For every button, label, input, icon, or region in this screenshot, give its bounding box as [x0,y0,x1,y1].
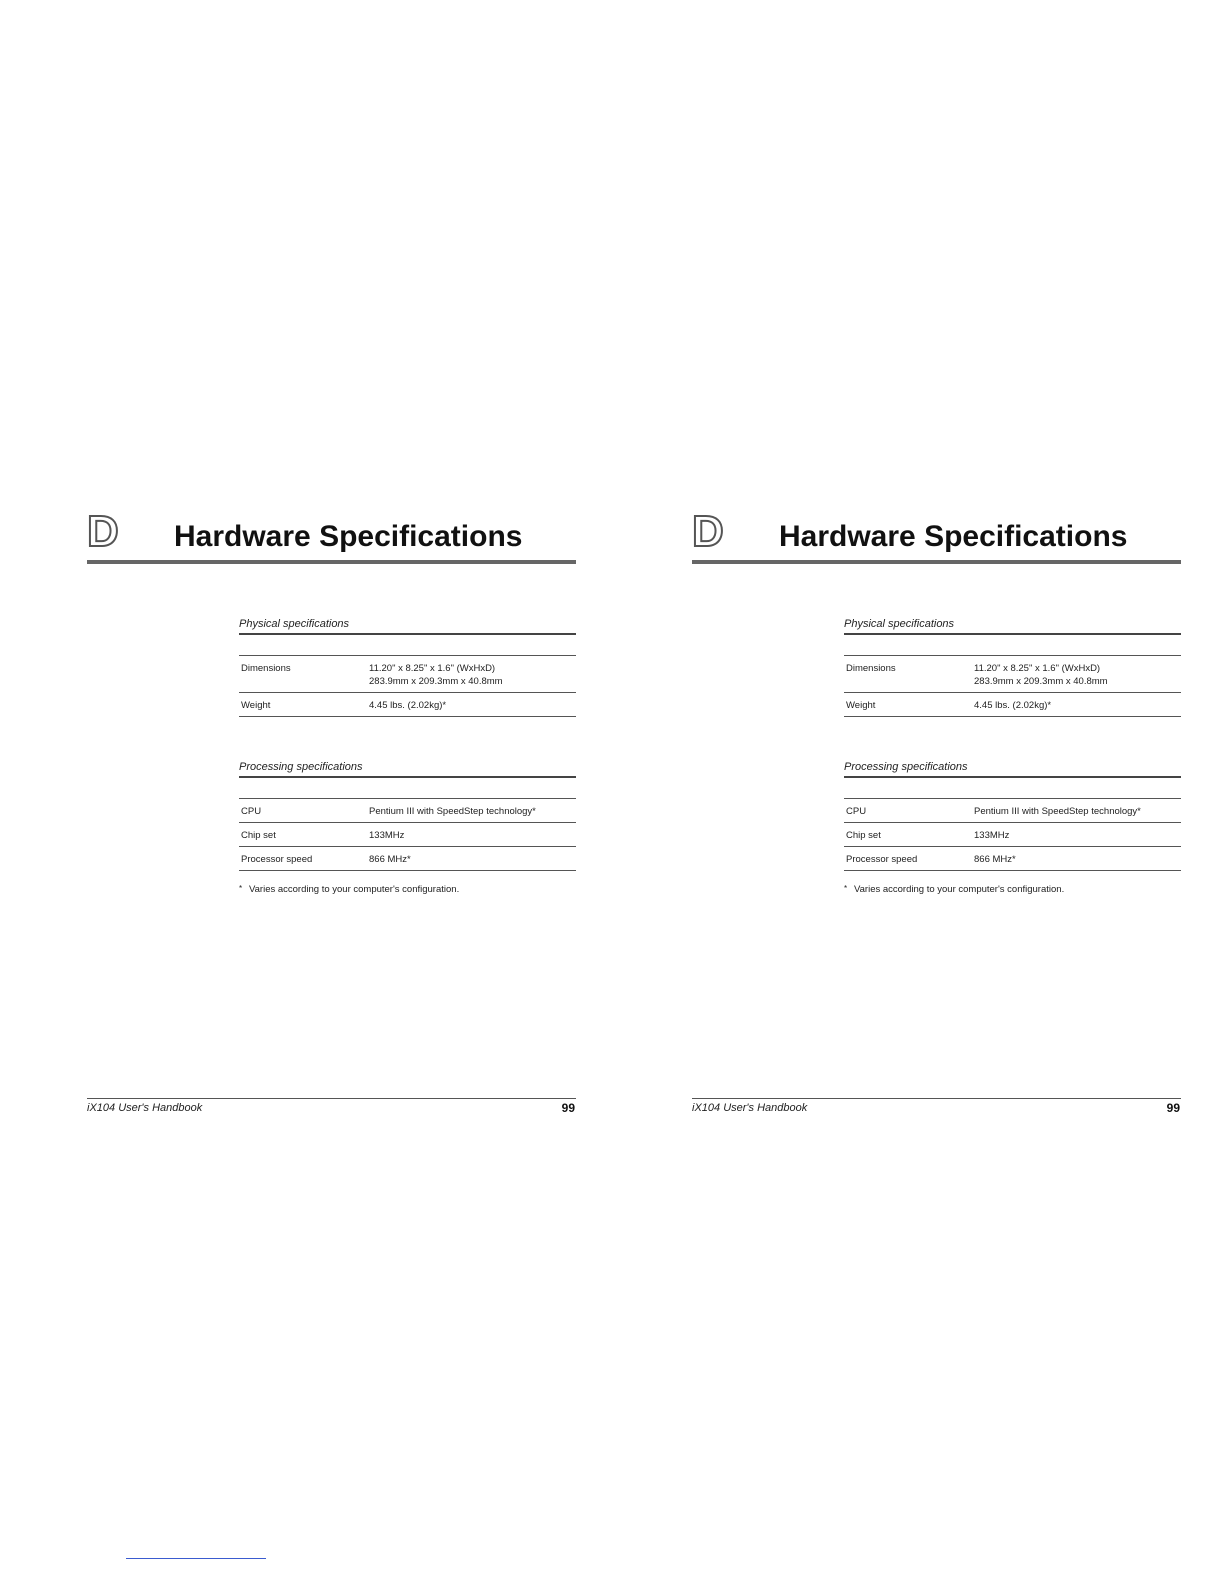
spec-value: Pentium III with SpeedStep technology* [974,806,1141,817]
chapter-letter: D [87,507,119,556]
page-number: 99 [561,1101,575,1115]
physical-specifications-section [239,618,576,717]
spec-value [974,662,1181,688]
footer-rule [87,1098,576,1099]
footnote-text: Varies according to your computer's configuration. [249,884,460,895]
spec-value: Pentium III with SpeedStep technology* [369,806,536,817]
spec-table [844,798,1181,871]
spec-value-line: 283.9mm x 209.3mm x 40.8mm [974,676,1108,687]
footnote [239,884,459,895]
chapter-letter: D [692,507,724,556]
table-row [844,656,1181,693]
table-row [844,799,1181,823]
spec-value-line: 4.45 lbs. (2.02kg)* [974,700,1052,711]
section-heading: Physical specifications [239,618,576,635]
table-row [239,823,576,847]
spec-label: CPU [846,806,867,817]
spec-table [239,798,576,871]
spec-value [974,699,1181,712]
footnote-marker: * [844,884,848,893]
page-right [692,0,1182,1584]
footnote [844,884,1064,895]
footer-title: iX104 User's Handbook [87,1102,203,1114]
table-row [844,823,1181,847]
table-row [844,693,1181,717]
processing-specifications-section [844,761,1181,871]
link-underline [126,1558,266,1559]
spec-table [844,655,1181,717]
spec-label: Chip set [846,830,881,841]
table-row [239,693,576,717]
section-heading: Processing specifications [239,761,576,778]
title-rule [87,560,576,564]
spec-value [369,662,576,688]
chapter-title: Hardware Specifications [779,520,1128,553]
title-rule [692,560,1181,564]
footer-rule [692,1098,1181,1099]
table-row [239,656,576,693]
spec-label: Processor speed [241,854,313,865]
spec-label: Weight [846,700,876,711]
spec-label: Weight [241,700,271,711]
spec-value-line: 11.20" x 8.25" x 1.6" (WxHxD) [974,663,1101,674]
page-number: 99 [1166,1101,1180,1115]
footnote-text: Varies according to your computer's configuration. [854,884,1065,895]
spec-label: Dimensions [846,663,896,674]
section-heading: Physical specifications [844,618,1181,635]
page-left [87,0,577,1584]
spec-label: Dimensions [241,663,291,674]
spec-label: Chip set [241,830,276,841]
footer-title: iX104 User's Handbook [692,1102,808,1114]
spec-value-line: 283.9mm x 209.3mm x 40.8mm [369,676,503,687]
spec-label: Processor speed [846,854,918,865]
spec-value-line: 11.20" x 8.25" x 1.6" (WxHxD) [369,663,496,674]
physical-specifications-section [844,618,1181,717]
footnote-marker: * [239,884,243,893]
spec-value: 133MHz [974,830,1010,841]
section-heading: Processing specifications [844,761,1181,778]
spec-label: CPU [241,806,262,817]
table-row [239,847,576,871]
table-row [844,847,1181,871]
chapter-title: Hardware Specifications [174,520,523,553]
spec-value: 133MHz [369,830,405,841]
spec-value: 866 MHz* [974,854,1016,865]
spec-value [369,699,576,712]
processing-specifications-section [239,761,576,871]
table-row [239,799,576,823]
spec-value: 866 MHz* [369,854,411,865]
spec-table [239,655,576,717]
spec-value-line: 4.45 lbs. (2.02kg)* [369,700,447,711]
